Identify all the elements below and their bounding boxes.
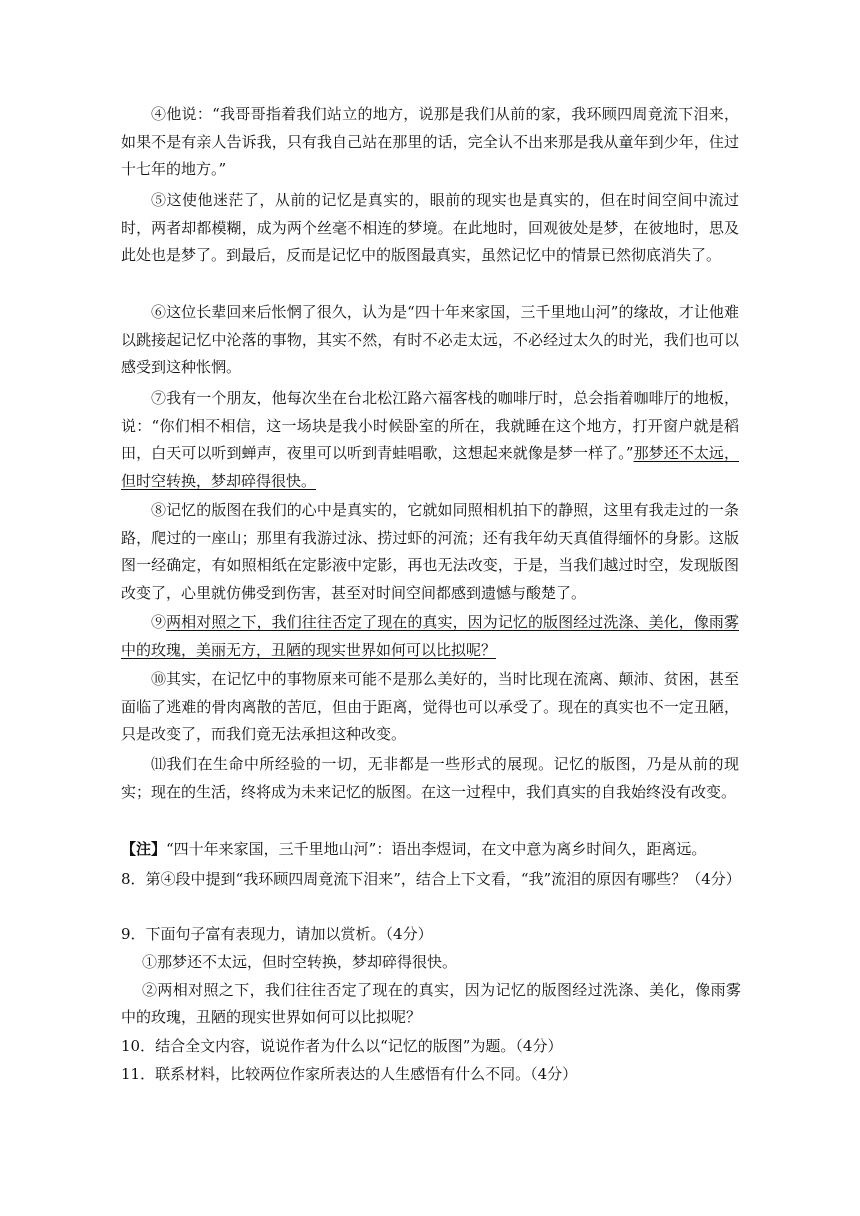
paragraph-6: ⑥这位长辈回来后怅惘了很久，认为是“四十年来家国，三千里地山河”的缘故，才让他难以跳接起记忆中沦落的事物，其实不然，有时不必走太远，不必经过太久的时光，我们也可以感受到这种怅惘。 [121, 303, 739, 376]
paragraph-11: ⑾我们在生命中所经验的一切，无非都是一些形式的展现。记忆的版图，乃是从前的现实；现在的生活，终将成为未来记忆的版图。在这一过程中，我们真实的自我始终没有改变。 [121, 755, 739, 801]
question-10: 10．结合全文内容，说说作者为什么以“记忆的版图”为题。（4分） [121, 1037, 563, 1055]
paragraph-9 [121, 609, 739, 664]
note-label: 【注】 [121, 840, 167, 858]
paragraph-7 [121, 385, 739, 495]
annotation-note [121, 836, 741, 863]
question-9-item-2: ②两相对照之下，我们往往否定了现在的真实，因为记忆的版图经过洗涤、美化，像雨雾中的玫瑰，丑陋的现实世界如何可以比拟呢？ [121, 981, 741, 1026]
paragraph-10: ⑩其实，在记忆中的事物原来可能不是那么美好的，当时比现在流离、颠沛、贫困，甚至面临了逃难的骨肉离散的苦厄，但由于距离，觉得也可以承受了。现在的真实也不一定丑陋，只是改变了，而我们竟无法承担这种改变。 [121, 670, 739, 743]
question-8: 8．第④段中提到“我环顾四周竟流下泪来”，结合上下文看，“我”流泪的原因有哪些？（4分） [121, 870, 741, 888]
note-text: “四十年来家国，三千里地山河”：语出李煜词，在文中意为离乡时间久，距离远。 [166, 840, 707, 858]
paragraph-9-underlined-sentence: 两相对照之下，我们往往否定了现在的真实，因为记忆的版图经过洗涤、美化，像雨雾中的玫瑰，美丽无方，丑陋的现实世界如何可以比拟呢？ [121, 613, 739, 659]
question-11: 11．联系材料，比较两位作家所表达的人生感悟有什么不同。（4分） [121, 1065, 578, 1083]
paragraph-9-number: ⑨ [151, 613, 167, 631]
paragraph-7-text: ⑦我有一个朋友，他每次坐在台北松江路六福客栈的咖啡厅时，总会指着咖啡厅的地板，说：“你们相不相信，这一场块是我小时候卧室的所在，我就睡在这个地方，打开窗户就是稻田，白天可以听到蝉声，夜里可以听到青蛙唱歌，这想起来就像是梦一样了。” [121, 389, 739, 462]
paragraph-7-underlined-sentence: 那梦还不太远，但时空转换，梦却碎得很快。 [121, 444, 739, 490]
paragraph-8: ⑧记忆的版图在我们的心中是真实的，它就如同照相机拍下的静照，这里有我走过的一条路，爬过的一座山；那里有我游过泳、捞过虾的河流；还有我年幼天真值得缅怀的身影。这版图一经确定，有如照相纸在定影液中定影，再也无法改变，于是，当我们越过时空，发现版图改变了，心里就仿佛受到伤害，甚至对时间空间都感到遗憾与酸楚了。 [121, 501, 739, 602]
question-9: 9．下面句子富有表现力，请加以赏析。（4分） [121, 925, 433, 943]
question-9-item-1: ①那梦还不太远，但时空转换，梦却碎得很快。 [142, 953, 458, 971]
paragraph-5: ⑤这使他迷茫了，从前的记忆是真实的，眼前的现实也是真实的，但在时间空间中流过时，两者却都模糊，成为两个丝毫不相连的梦境。在此地时，回观彼处是梦，在彼地时，思及此处也是梦了。到最后，反而是记忆中的版图最真实，虽然记忆中的情景已然彻底消失了。 [121, 191, 739, 264]
paragraph-4: ④他说：“我哥哥指着我们站立的地方，说那是我们从前的家，我环顾四周竟流下泪来，如果不是有亲人告诉我，只有我自己站在那里的话，完全认不出来那是我从童年到少年，住过十七年的地方。” [121, 105, 739, 178]
